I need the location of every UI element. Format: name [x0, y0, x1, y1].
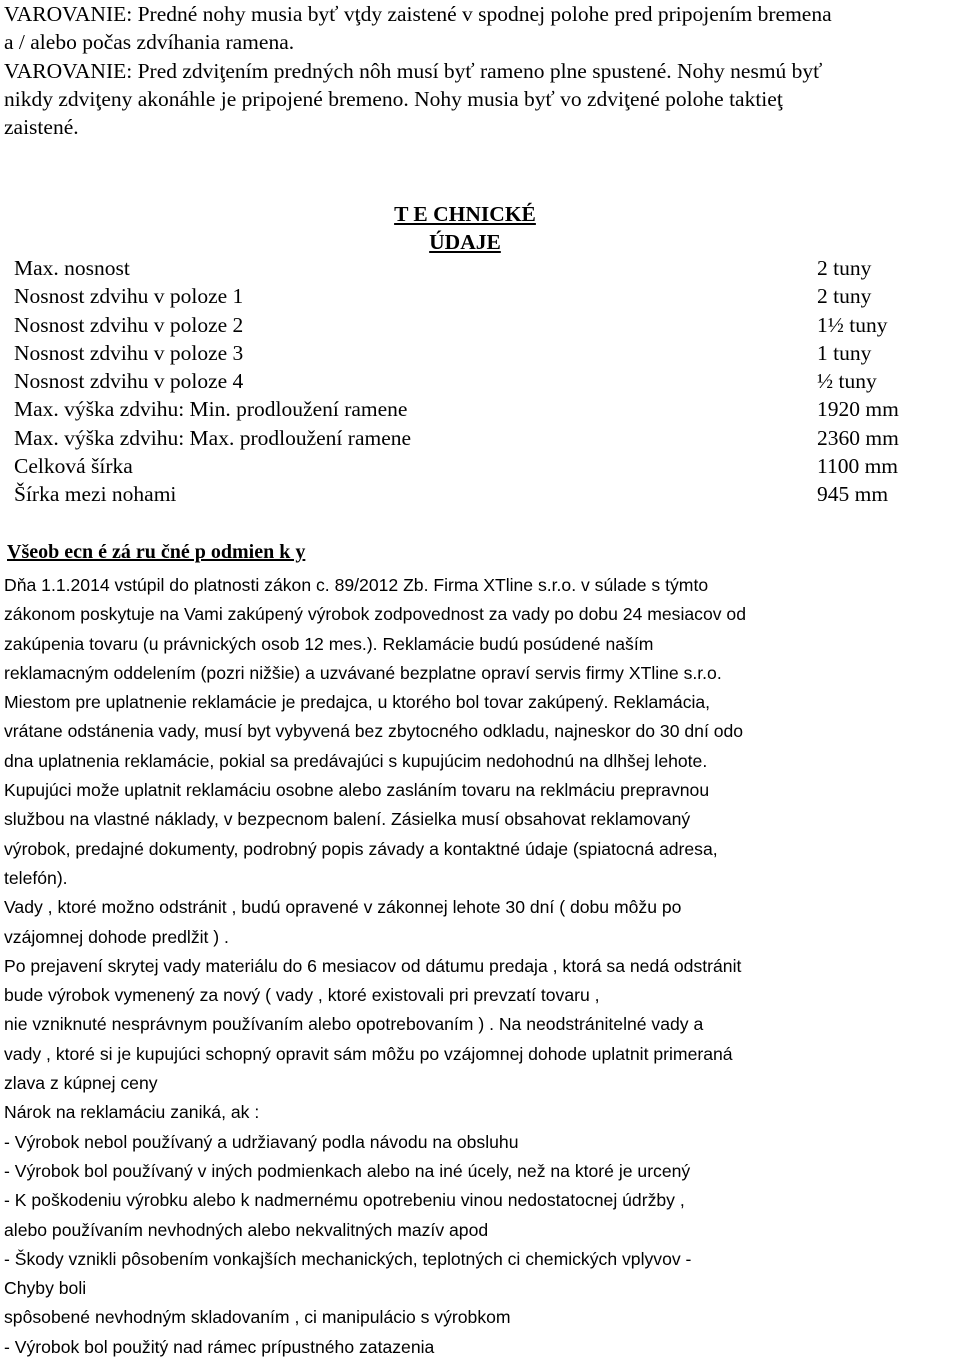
spec-value: 1½ tuny [817, 312, 888, 337]
spec-label: Max. výška zdvihu: Min. prodloužení ramene [14, 397, 408, 422]
warranty-text [4, 571, 944, 1362]
spec-value: 1100 mm [817, 454, 899, 479]
warranty-line: Kupujúci može uplatnit reklamáciu osobne alebo zasláním tovaru na reklmáciu prepravnou [4, 780, 710, 801]
spec-label: Nosnost zdvihu v poloze 4 [14, 369, 244, 394]
warranty-line: spôsobené nevhodným skladovaním , ci manipulácio s výrobkom [4, 1307, 511, 1328]
spec-value: 1920 mm [817, 397, 899, 422]
warning-line: VAROVANIE: Predné nohy musia byť vţdy zaistené v spodnej polohe pred pripojením bremena [4, 2, 832, 26]
warranty-line: - Výrobok nebol používaný a udržiavaný podla návodu na obsluhu [4, 1131, 519, 1152]
spec-row [14, 254, 914, 282]
warranty-line: vady , ktoré si je kupujúci schopný opravit sám môžu po vzájomnej dohode uplatnit primeraná [4, 1043, 733, 1064]
spec-row [14, 452, 914, 480]
warranty-line: reklamacným oddelením (pozri nižšie) a uzvávané bezplatne opraví servis firmy XTline s.r.o. [4, 662, 722, 683]
warning-section [4, 0, 960, 141]
warranty-line: zlava z kúpnej ceny [4, 1073, 158, 1094]
warning-line: zaistené. [4, 115, 79, 140]
warranty-line: vrátane odstánenia vady, musí byt vybyvená bez zbytocného odkladu, najneskor do 30 dní odo [4, 721, 744, 742]
warranty-line: alebo používaním nevhodných alebo nekvalitných mazív apod [4, 1219, 489, 1240]
spec-row [14, 480, 914, 508]
technical-data-table [14, 254, 914, 509]
spec-row [14, 395, 914, 423]
warning-line: a / alebo počas zdvíhania ramena. [4, 30, 295, 55]
spec-row [14, 339, 914, 367]
warranty-line: výrobok, predajné dokumenty, podrobný popis závady a kontaktné údaje (spiatocná adresa, [4, 838, 718, 859]
technical-data-title-line: ÚDAJE [429, 230, 501, 255]
warranty-line: Dňa 1.1.2014 vstúpil do platnosti zákon c. 89/2012 Zb. Firma XTline s.r.o. v súlade s týmto [4, 575, 709, 595]
warranty-line: dna uplatnenia reklamácie, pokial sa predávajúci s kupujúcim nedohodnú na dlhšej lehote. [4, 750, 708, 771]
spec-label: Max. nosnost [14, 256, 130, 280]
warranty-line: - Výrobok bol použitý nad rámec prípustného zatazenia [4, 1336, 435, 1357]
warranty-line: zakúpenia tovaru (u právnických osob 12 mes.). Reklamácie budú posúdené naším [4, 633, 654, 654]
warranty-line: nie vzniknuté nesprávnym používaním alebo opotrebovaním ) . Na neodstránitelné vady a [4, 1014, 704, 1035]
warranty-line: bude výrobok vymenený za nový ( vady , ktoré existovali pri prevzatí tovaru , [4, 985, 600, 1006]
spec-row [14, 311, 914, 339]
warranty-line: službou na vlastné náklady, v bezpecnom balení. Zásielka musí obsahovat reklamovaný [4, 809, 691, 830]
spec-label: Nosnost zdvihu v poloze 2 [14, 312, 244, 337]
warranty-line: zákonom poskytuje na Vami zakúpený výrobok zodpovednost za vady po dobu 24 mesiacov od [4, 604, 746, 625]
spec-value: 2 tuny [817, 256, 872, 280]
warranty-line: Miestom pre uplatnenie reklamácie je predajca, u ktorého bol tovar zakúpený. Reklamácia, [4, 692, 711, 713]
spec-value: 2 tuny [817, 284, 872, 309]
warranty-heading: Všeob ecn é zá ru čné p odmien k y [7, 541, 306, 563]
spec-label: Nosnost zdvihu v poloze 3 [14, 340, 244, 365]
spec-label: Šírka mezi nohami [14, 482, 177, 507]
spec-row [14, 282, 914, 310]
spec-value: 1 tuny [817, 340, 872, 365]
warranty-line: - K poškodeniu výrobku alebo k nadmernému opotrebeniu vinou nedostatocnej údržby , [4, 1190, 685, 1211]
warranty-line: Vady , ktoré možno odstránit , budú opravené v zákonnej lehote 30 dní ( dobu môžu po [4, 897, 682, 918]
warranty-line: Chyby boli [4, 1278, 87, 1299]
spec-label: Nosnost zdvihu v poloze 1 [14, 284, 244, 309]
technical-data-title [0, 200, 930, 257]
warranty-line: telefón). [4, 867, 68, 888]
spec-value: 2360 mm [817, 425, 899, 450]
spec-row [14, 367, 914, 395]
technical-data-title-line: T E CHNICKÉ [394, 202, 536, 226]
warranty-line: Po prejavení skrytej vady materiálu do 6 mesiacov od dátumu predaja , ktorá sa nedá odstránit [4, 955, 742, 976]
warranty-line: Nárok na reklamáciu zaniká, ak : [4, 1102, 260, 1123]
spec-value: ½ tuny [817, 369, 877, 394]
warranty-line: - Výrobok bol používaný v iných podmienkach alebo na iné úcely, než na ktoré je urcený [4, 1160, 691, 1181]
spec-label: Celková šírka [14, 454, 133, 479]
warranty-line: - Škody vznikli pôsobením vonkajších mechanických, teplotných ci chemických vplyvov - [4, 1248, 692, 1269]
warranty-line: vzájomnej dohode predlžit ) . [4, 926, 229, 947]
warning-line: nikdy zdviţeny akonáhle je pripojené bremeno. Nohy musia byť vo zdviţené polohe taktieţ [4, 86, 783, 111]
spec-value: 945 mm [817, 482, 889, 507]
warning-line: VAROVANIE: Pred zdviţením predných nôh musí byť rameno plne spustené. Nohy nesmú byť [4, 58, 823, 83]
spec-row [14, 424, 914, 452]
spec-label: Max. výška zdvihu: Max. prodloužení ramene [14, 425, 412, 450]
